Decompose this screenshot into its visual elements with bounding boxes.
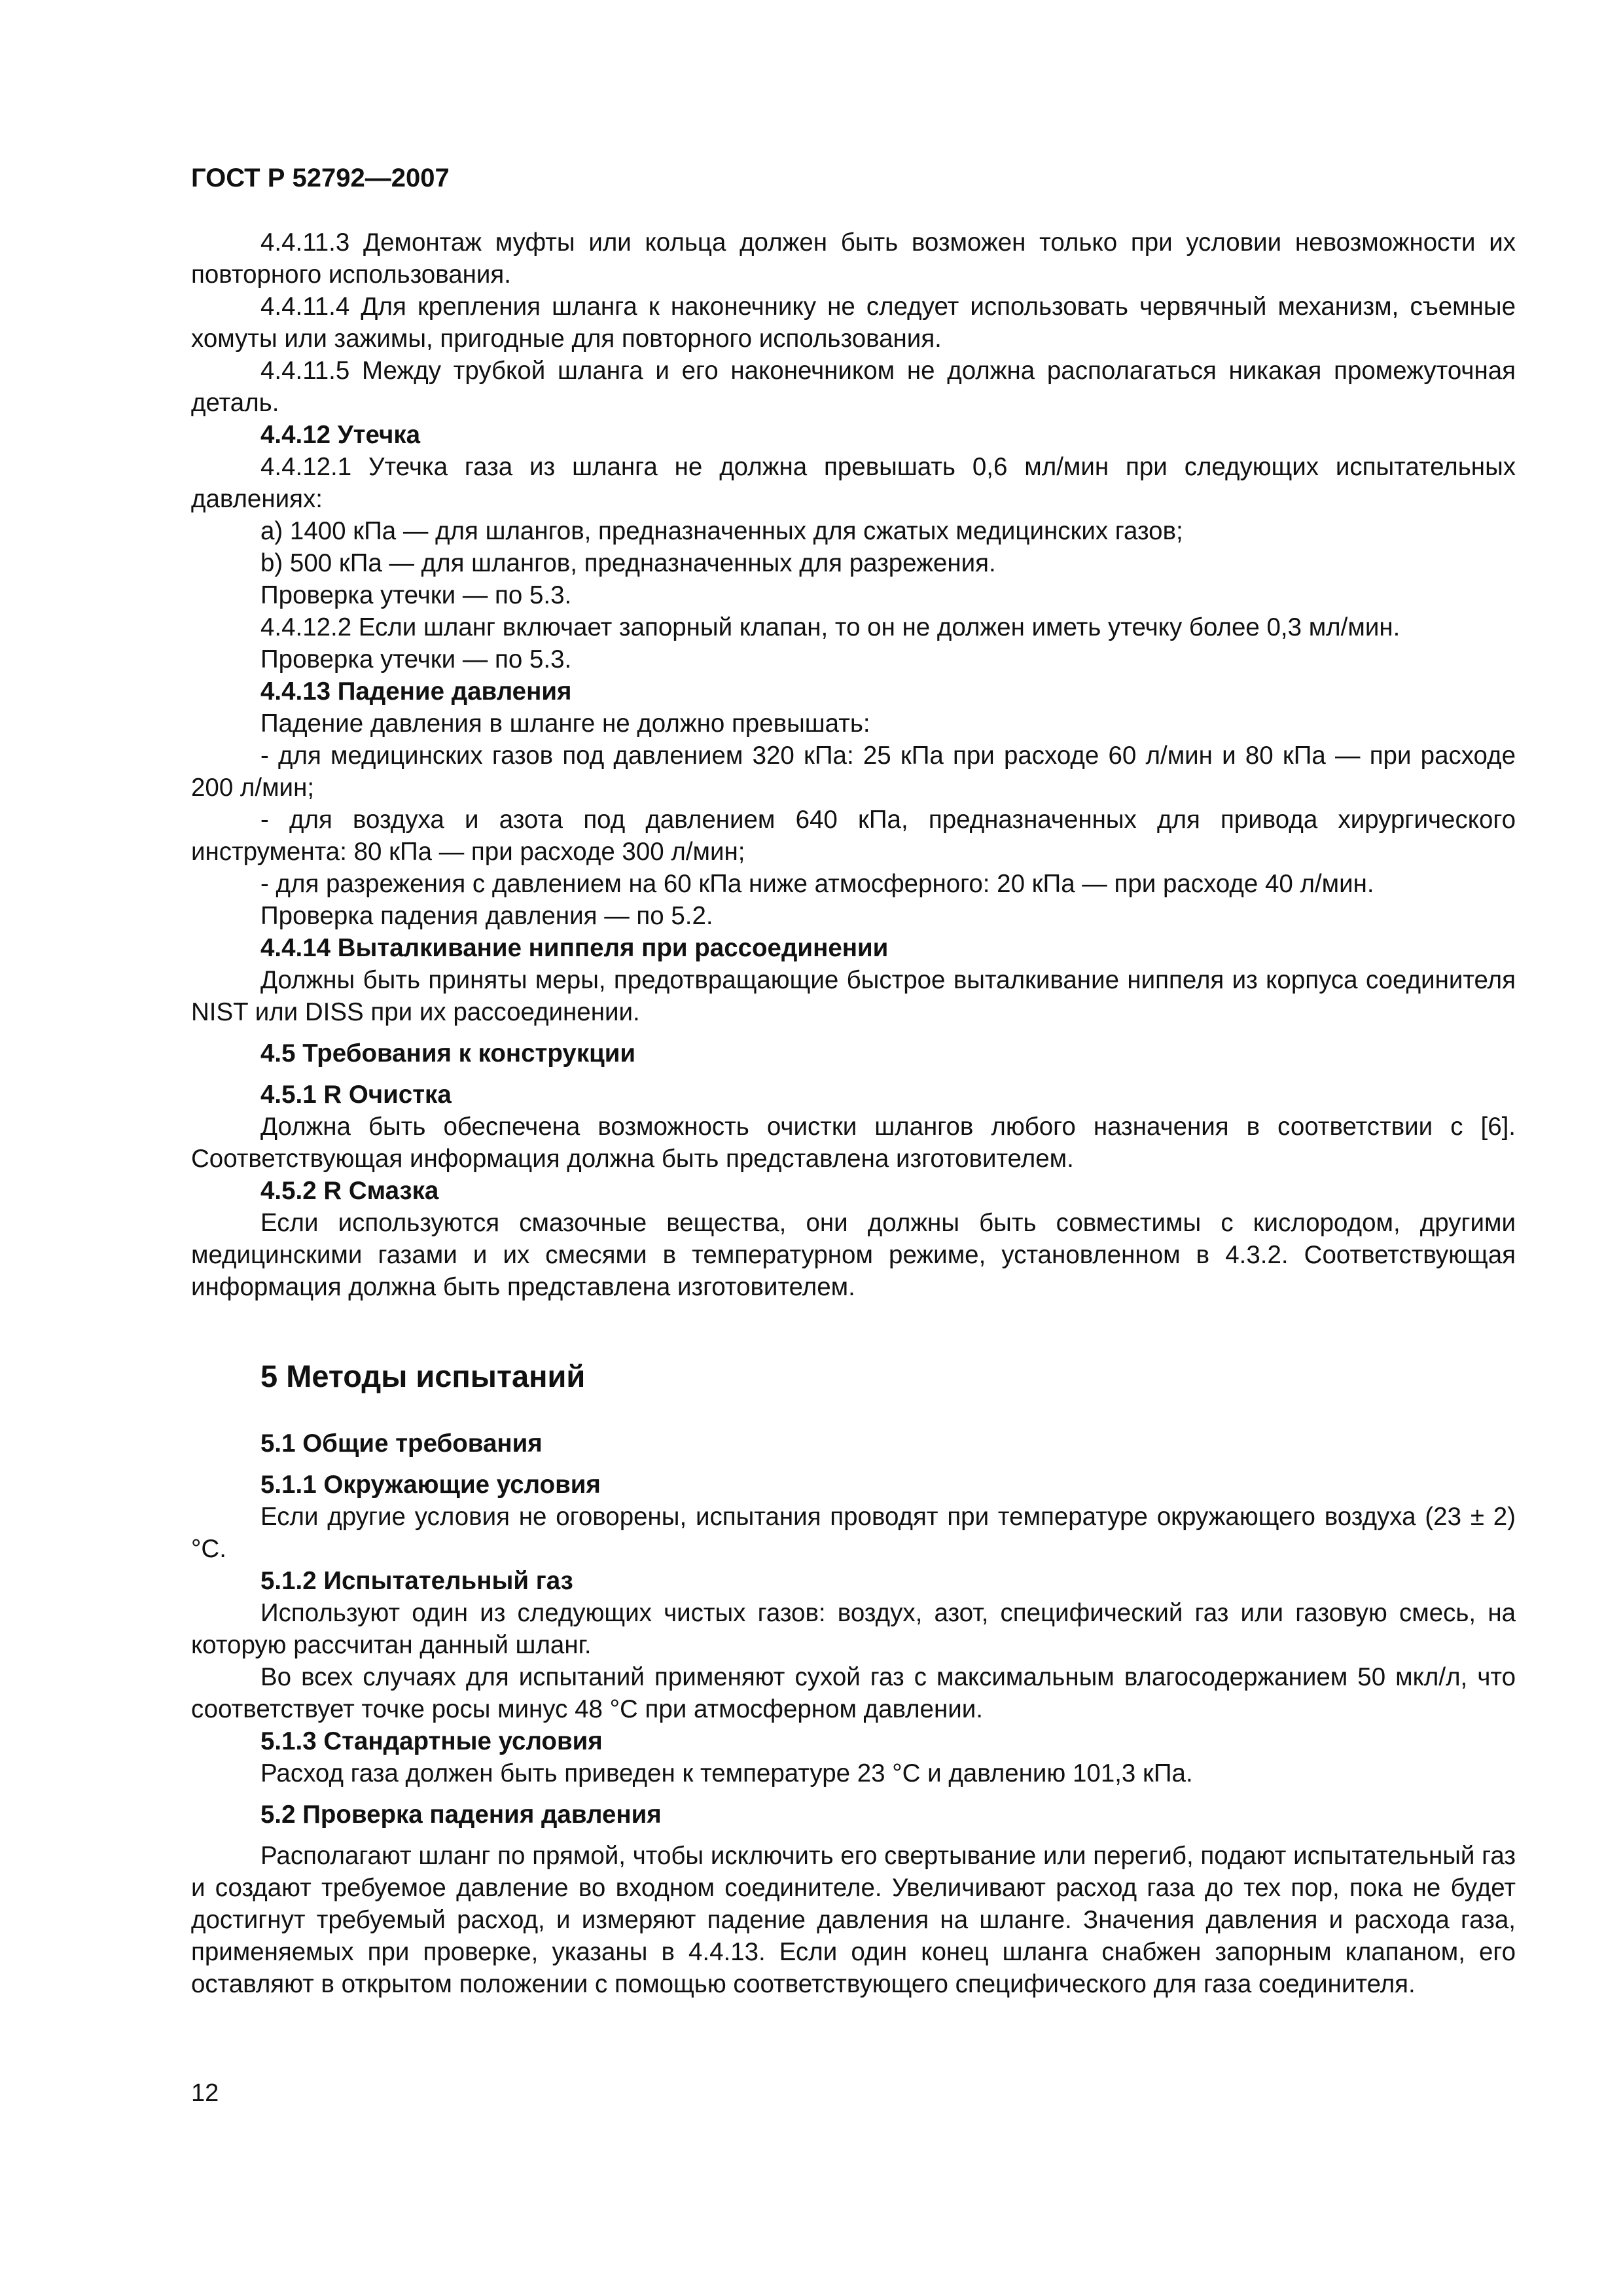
subsection-heading: 5.1.3 Стандартные условия xyxy=(260,1727,603,1755)
paragraph: Расход газа должен быть приведен к температуре 23 °С и давлению 101,3 кПа. xyxy=(260,1759,1193,1787)
paragraph: Проверка утечки — по 5.3. xyxy=(260,581,572,609)
document-body xyxy=(191,226,1516,2000)
paragraph: Во всех случаях для испытаний применяют сухой газ с максимальным влагосодержанием 50 мкл/л, что соответствует точке росы минус 48 °С при атмосферном давлении. xyxy=(191,1663,1516,1723)
paragraph: b) 500 кПа — для шлангов, предназначенных для разрежения. xyxy=(260,549,996,577)
paragraph: 4.4.11.3 Демонтаж муфты или кольца должен быть возможен только при условии невозможности их повторного использования. xyxy=(191,228,1516,289)
paragraph: - для воздуха и азота под давлением 640 кПа, предназначенных для привода хирургического инструмента: 80 кПа — при расходе 300 л/мин; xyxy=(191,806,1516,866)
paragraph: - для медицинских газов под давлением 320 кПа: 25 кПа при расходе 60 л/мин и 80 кПа — при расходе 200 л/мин; xyxy=(191,742,1516,802)
subsection-heading: 4.5 Требования к конструкции xyxy=(260,1039,636,1067)
paragraph: 4.4.11.4 Для крепления шланга к наконечнику не следует использовать червячный механизм, съемные хомуты или зажимы, пригодные для повторного использования. xyxy=(191,293,1516,353)
paragraph: - для разрежения с давлением на 60 кПа ниже атмосферного: 20 кПа — при расходе 40 л/мин. xyxy=(260,870,1374,898)
paragraph: Должны быть приняты меры, предотвращающие быстрое выталкивание ниппеля из корпуса соединителя NIST или DISS при их рассоединении. xyxy=(191,966,1516,1026)
paragraph: Если другие условия не оговорены, испытания проводят при температуре окружающего воздуха (23 ± 2) °С. xyxy=(191,1503,1516,1563)
subsection-heading: 5.1 Общие требования xyxy=(260,1429,543,1458)
subsection-heading: 4.5.1 R Очистка xyxy=(260,1081,452,1109)
subsection-heading: 4.5.2 R Смазка xyxy=(260,1177,439,1205)
subsection-heading: 4.4.12 Утечка xyxy=(260,421,421,449)
paragraph: Должна быть обеспечена возможность очистки шлангов любого назначения в соответствии с [6]. Соответствующая информация должна быть представлена изготовителем. xyxy=(191,1113,1516,1173)
paragraph: a) 1400 кПа — для шлангов, предназначенных для сжатых медицинских газов; xyxy=(260,517,1183,545)
paragraph: Падение давления в шланге не должно превышать: xyxy=(260,709,870,738)
subsection-heading: 5.1.2 Испытательный газ xyxy=(260,1567,573,1595)
paragraph: Если используются смазочные вещества, они должны быть совместимы с кислородом, другими медицинскими газами и их смесями в температурном режиме, установленном в 4.3.2. Соответствующая информация должна быть представлена изготовителем. xyxy=(191,1209,1516,1301)
paragraph: Проверка падения давления — по 5.2. xyxy=(260,902,713,930)
subsection-heading: 5.1.1 Окружающие условия xyxy=(260,1471,601,1499)
document-header: ГОСТ Р 52792—2007 xyxy=(191,164,450,192)
subsection-heading: 4.4.14 Выталкивание ниппеля при рассоединении xyxy=(260,934,889,962)
paragraph: Располагают шланг по прямой, чтобы исключить его свертывание или перегиб, подают испытательный газ и создают требуемое давление во входном соединителе. Увеличивают расход газа до тех пор, пока не будет достигнут требуемый расход, и измеряют падение давления на шланге. Значения давления и расхода газа, применяемых при проверке, указаны в 4.4.13. Если один конец шланга снабжен запорным клапаном, его оставляют в открытом положении с помощью соответствующего специфического для газа соединителя. xyxy=(191,1842,1516,1998)
subsection-heading: 5.2 Проверка падения давления xyxy=(260,1801,662,1829)
paragraph: Проверка утечки — по 5.3. xyxy=(260,645,572,673)
paragraph: Используют один из следующих чистых газов: воздух, азот, специфический газ или газовую смесь, на которую рассчитан данный шланг. xyxy=(191,1599,1516,1659)
paragraph: 4.4.12.2 Если шланг включает запорный клапан, то он не должен иметь утечку более 0,3 мл/мин. xyxy=(260,613,1400,641)
page-number: 12 xyxy=(191,2079,219,2107)
paragraph: 4.4.11.5 Между трубкой шланга и его наконечником не должна располагаться никакая промежуточная деталь. xyxy=(191,357,1516,417)
paragraph: 4.4.12.1 Утечка газа из шланга не должна превышать 0,6 мл/мин при следующих испытательных давлениях: xyxy=(191,453,1516,513)
subsection-heading: 4.4.13 Падение давления xyxy=(260,677,572,706)
section-heading: 5 Методы испытаний xyxy=(260,1359,586,1393)
